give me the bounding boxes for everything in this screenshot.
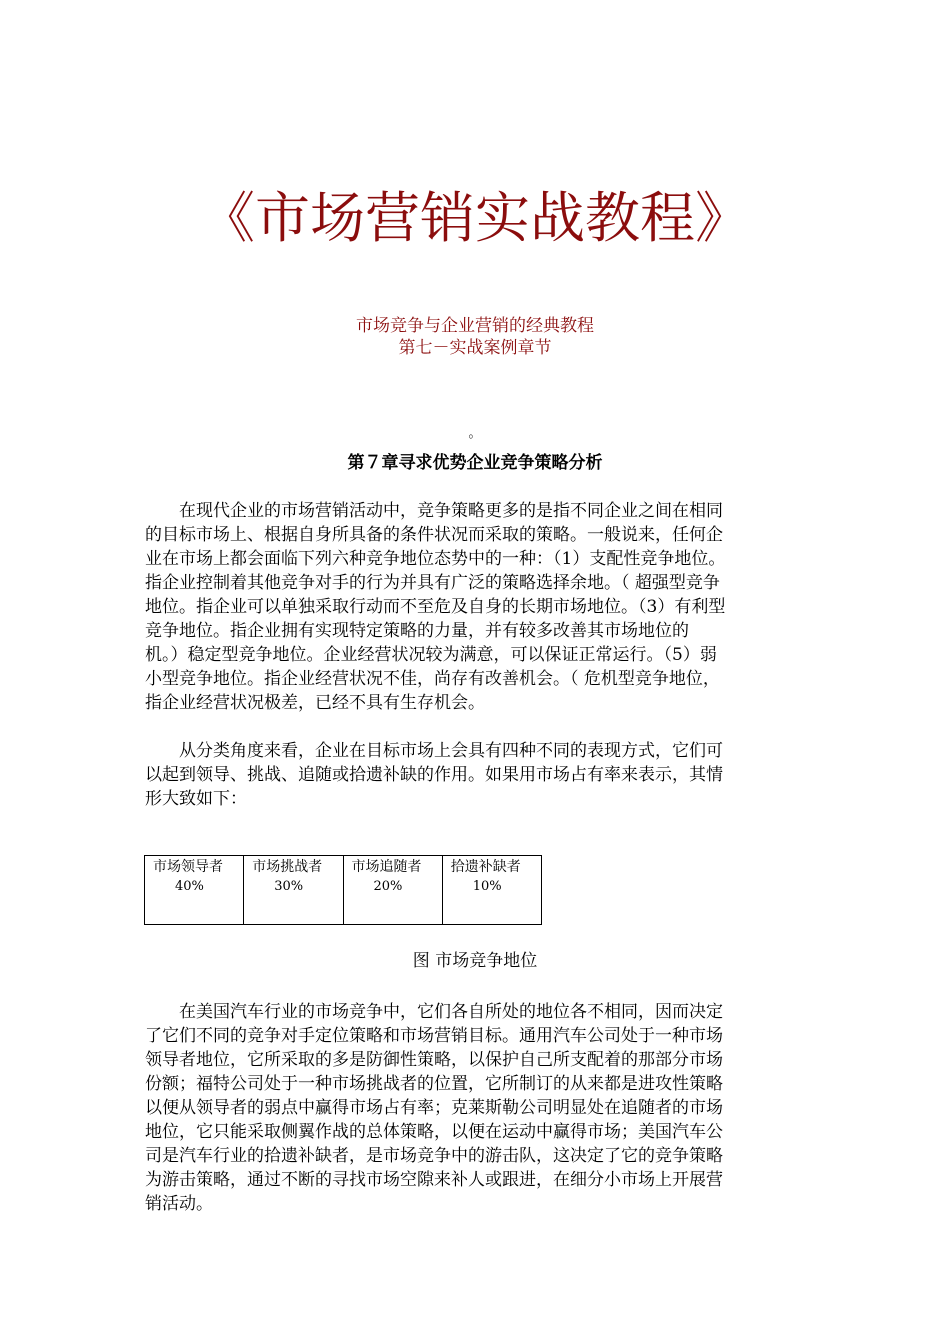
paragraph-line: 的目标市场上、根据自身所具备的条件状况而采取的策略。一般说来，任何企 xyxy=(145,525,723,545)
share-value: 40% xyxy=(175,879,204,894)
paragraph-line: 在现代企业的市场营销活动中，竞争策略更多的是指不同企业之间在相同 xyxy=(145,501,723,521)
paragraph-3 xyxy=(145,1000,807,1216)
paragraph-line: 以便从领导者的弱点中赢得市场占有率；克莱斯勒公司明显处在追随者的市场 xyxy=(145,1098,723,1118)
table-cell xyxy=(343,856,442,925)
paragraph-line: 指企业控制着其他竞争对手的行为并具有广泛的策略选择余地。（ 超强型竞争 xyxy=(145,573,720,593)
dot-mark: 。 xyxy=(468,426,482,441)
category-label: 市场领导者 xyxy=(153,859,223,875)
paragraph-line: 了它们不同的竞争对手定位策略和市场营销目标。通用汽车公司处于一种市场 xyxy=(145,1026,723,1046)
document-title: 《市场营销实战教程》 xyxy=(199,186,750,250)
share-value: 30% xyxy=(274,879,304,894)
paragraph-line: 小型竞争地位。指企业经营状况不佳，尚存有改善机会。（ 危机型竞争地位， xyxy=(145,669,720,689)
subtitle-line-2: 第七－实战案例章节 xyxy=(398,338,552,358)
table-cell xyxy=(145,856,244,925)
paragraph-line: 为游击策略，通过不断的寻找市场空隙来补人或跟进，在细分小市场上开展营 xyxy=(145,1170,723,1190)
paragraph-line: 销活动。 xyxy=(145,1194,213,1214)
paragraph-line: 业在市场上都会面临下列六种竞争地位态势中的一种：（1）支配性竞争地位。 xyxy=(145,549,726,569)
share-value: 10% xyxy=(472,879,502,894)
paragraph-line: 地位，它只能采取侧翼作战的总体策略，以便在运动中赢得市场；美国汽车公 xyxy=(145,1122,723,1142)
paragraph-line: 领导者地位，它所采取的多是防御性策略，以保护自己所支配着的那部分市场 xyxy=(145,1050,723,1070)
category-label: 市场挑战者 xyxy=(252,859,323,875)
paragraph-line: 以起到领导、挑战、追随或拾遗补缺的作用。如果用市场占有率来表示，其情 xyxy=(145,765,723,785)
chapter-heading: 第７章寻求优势企业竞争策略分析 xyxy=(347,453,603,473)
paragraph-line: 从分类角度来看，企业在目标市场上会具有四种不同的表现方式，它们可 xyxy=(145,741,723,761)
table-cell xyxy=(442,856,541,925)
subtitle-line-1: 市场竞争与企业营销的经典教程 xyxy=(356,316,594,336)
share-value: 20% xyxy=(373,879,403,894)
category-label: 市场追随者 xyxy=(351,859,422,875)
figure-caption: 图 市场竞争地位 xyxy=(412,951,538,971)
paragraph-line: 份额；福特公司处于一种市场挑战者的位置，它所制订的从来都是进攻性策略 xyxy=(145,1074,723,1094)
table-row xyxy=(145,856,542,925)
paragraph-line: 竞争地位。指企业拥有实现特定策略的力量，并有较多改善其市场地位的 xyxy=(145,621,689,641)
paragraph-line: 在美国汽车行业的市场竞争中，它们各自所处的地位各不相同，因而决定 xyxy=(145,1002,723,1022)
market-share-table xyxy=(144,855,542,925)
paragraph-line: 地位。指企业可以单独采取行动而不至危及自身的长期市场地位。（3）有利型 xyxy=(145,597,726,617)
paragraph-line: 司是汽车行业的拾遗补缺者，是市场竞争中的游击队，这决定了它的竞争策略 xyxy=(145,1146,723,1166)
paragraph-2 xyxy=(145,739,807,811)
paragraph-line: 机。）稳定型竞争地位。企业经营状况较为满意，可以保证正常运行。（5）弱 xyxy=(145,645,717,665)
paragraph-line: 指企业经营状况极差，已经不具有生存机会。 xyxy=(145,693,485,713)
paragraph-line: 形大致如下： xyxy=(145,789,247,809)
table-cell xyxy=(244,856,343,925)
category-label: 拾遗补缺者 xyxy=(450,859,521,875)
paragraph-1 xyxy=(145,499,807,715)
